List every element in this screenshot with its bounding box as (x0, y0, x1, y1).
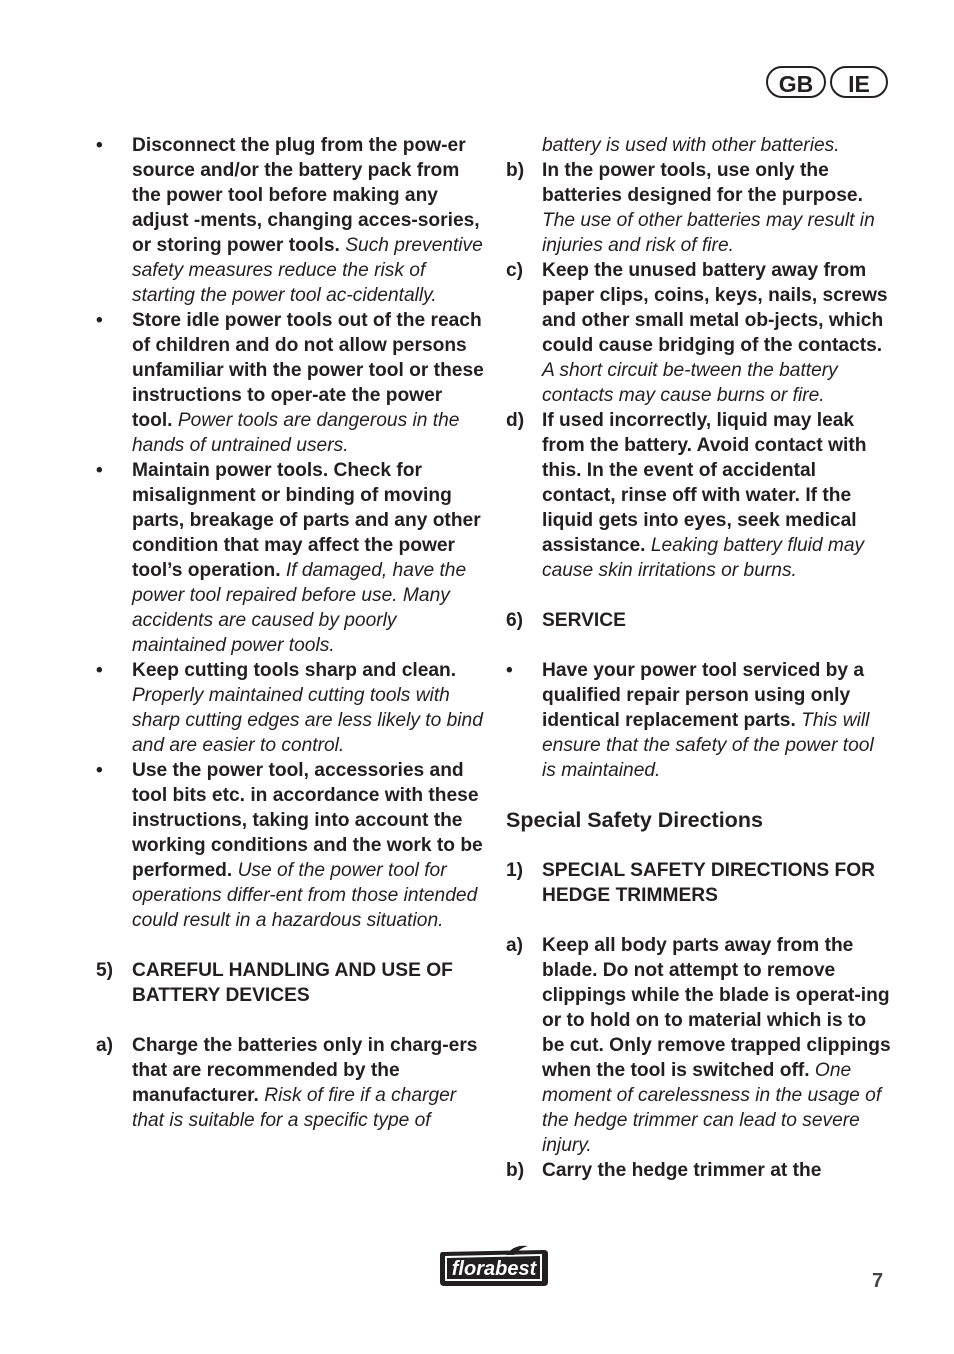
left-column (96, 133, 484, 1133)
svg-text:florabest: florabest (451, 1258, 537, 1280)
section-title: 5) CAREFUL HANDLING AND USE OF BATTERY DEVICES (96, 960, 453, 1006)
list-item: a) Charge the batteries only in charg-ers that are recommended by the manufacturer. Risk of fire if a charger that is suitable for a specific type of (96, 1035, 478, 1131)
list-item: • Have your power tool serviced by a qualified repair person using only identical replacement parts. This will ensure that the safety of the power tool is maintained. (506, 660, 874, 781)
list-item: • Use the power tool, accessories and tool bits etc. in accordance with these instructions, taking into account the working conditions and the work to be performed. Use of the power tool for operations differ-ent from those intended could result in a hazardous situation. (96, 760, 483, 931)
page-number: 7 (872, 1270, 884, 1292)
list-item: • Store idle power tools out of the reach of children and do not allow persons unfamiliar with the power tool or these instructions to oper-ate the power tool. Power tools are dangerous in the hands of untrained users. (96, 310, 484, 456)
list-item: • Maintain power tools. Check for misalignment or binding of moving parts, breakage of parts and any other condition that may affect the power tool’s operation. If damaged, have the power tool repaired before use. Many accidents are caused by poorly maintained power tools. (96, 460, 481, 656)
list-item: • Disconnect the plug from the pow-er source and/or the battery pack from the power tool before making any adjust -ments, changing acces-sories, or storing power tools. Such preventive safety measures reduce the risk of starting the power tool ac-cidentally. (96, 135, 483, 306)
lang-badge-ie: IE (830, 66, 888, 98)
section-title: 1) SPECIAL SAFETY DIRECTIONS FOR HEDGE TRIMMERS (506, 860, 875, 906)
section-title: 6) SERVICE (506, 610, 626, 631)
lang-badge-gb: GB (766, 66, 826, 98)
section-heading: Special Safety Directions (506, 808, 763, 832)
list-item: b) Carry the hedge trimmer at the (506, 1160, 822, 1181)
list-item: • Keep cutting tools sharp and clean. Properly maintained cutting tools with sharp cutting edges are less likely to bind and are easier to control. (96, 660, 483, 756)
list-item: a) Keep all body parts away from the blade. Do not attempt to remove clippings while the blade is operat-ing or to hold on to material which is to be cut. Only remove trapped clippings when the tool is switched off. One moment of carelessness in the usage of the hedge trimmer can lead to severe injury. (506, 935, 891, 1156)
list-item: c) Keep the unused battery away from paper clips, coins, keys, nails, screws and other small metal ob-jects, which could cause bridging of the contacts. A short circuit be-tween the battery contacts may cause burns or fire. (506, 260, 888, 406)
list-item: d) If used incorrectly, liquid may leak from the battery. Avoid contact with this. In the event of accidental contact, rinse off with water. If the liquid gets into eyes, seek medical assistance. Leaking battery fluid may cause skin irritations or burns. (506, 410, 867, 581)
list-item: b) In the power tools, use only the batteries designed for the purpose. The use of other batteries may result in injuries and risk of fire. (506, 160, 875, 256)
right-column (506, 133, 892, 1183)
continuation-text: battery is used with other batteries. (542, 135, 840, 156)
florabest-logo (436, 1244, 552, 1290)
